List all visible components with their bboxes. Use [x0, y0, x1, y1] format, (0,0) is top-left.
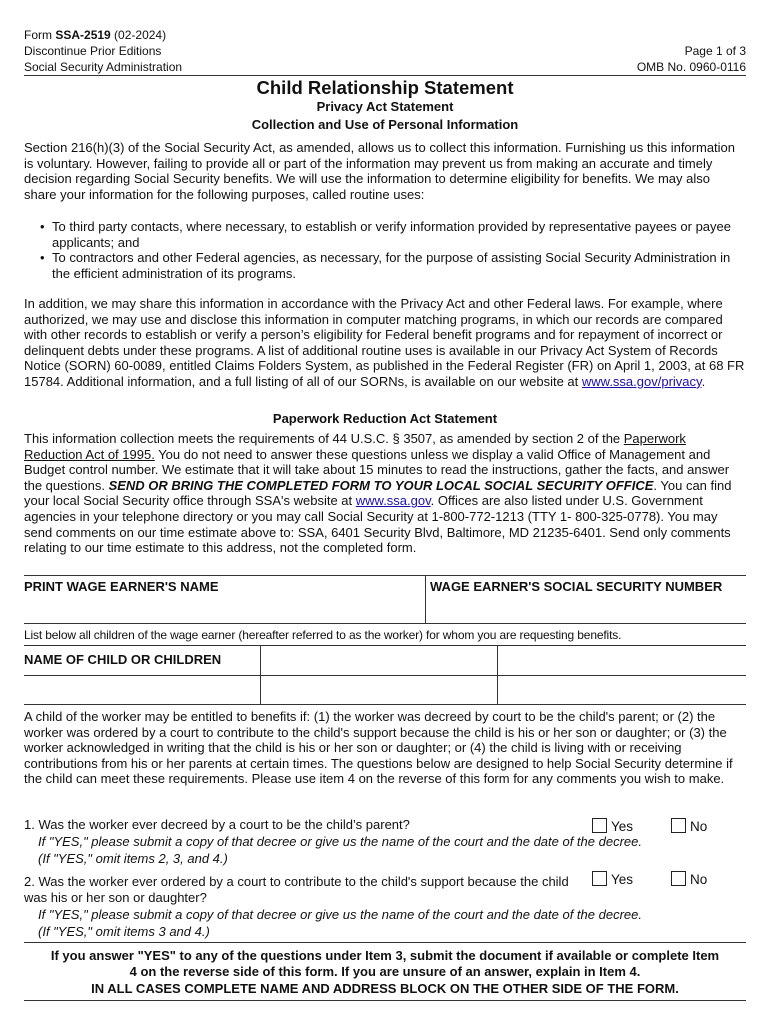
eligibility-paragraph: A child of the worker may be entitled to benefits if: (1) the worker was decreed by court to be the child's parent; or (2) the worker was ordered by a court to contribute to the child's support because the child is his or her son or daughter; or (3) the worker acknowledged in writing that the child is his or her son or daughter; or (4) the child is living with or receiving contributions from his or her parents at certain times. The questions below are designed to help Social Security determine if the child can meet these requirements. Please use item 4 on the reverse of this form for any comments you wish to make. [24, 709, 733, 787]
divider [24, 942, 746, 943]
privacy-paragraph-2: In addition, we may share this information in accordance with the Privacy Act and other Federal laws. For example, where authorized, we may use and disclose this information in computer matching programs, in which our records are compared with other records to establish or verify a person’s eligibility for Federal benefit programs and for repayment of incorrect or delinquent debts under these programs. A list of additional routine uses is available in our Privacy Act System of Records Notice (SORN) 60-0089, entitled Claims Folders System, as published in the Federal Register (FR) on April 1, 2003, at 68 FR 15784. Additional information, and a full listing of all of our SORNs, is available on our website at www.ssa.gov/privacy. [24, 296, 745, 389]
list-item: • To contractors and other Federal agencies, as necessary, for the purpose of assisting Social Security Administration in the efficient administration of its programs. [40, 250, 746, 281]
child-name-field[interactable] [262, 647, 495, 674]
footer-line-3: IN ALL CASES COMPLETE NAME AND ADDRESS BLOCK ON THE OTHER SIDE OF THE FORM. [91, 981, 679, 996]
wage-earner-ssn-field[interactable] [430, 596, 744, 622]
ssa-link[interactable]: www.ssa.gov [355, 493, 431, 509]
page-number: Page 1 of 3 [684, 44, 746, 58]
divider [24, 623, 746, 624]
divider [24, 675, 746, 676]
children-intro: List below all children of the wage earner (hereafter referred to as the worker) for whom you are requesting benefits. [24, 628, 622, 642]
footer-line-1: If you answer "YES" to any of the questions under Item 3, submit the document if available or complete Item [50, 948, 720, 963]
form-header-left [24, 27, 182, 75]
q1-yes-option[interactable]: Yes [592, 818, 633, 835]
omb-number: OMB No. 0960-0116 [636, 60, 746, 74]
agency-name: Social Security Administration [24, 60, 183, 74]
question-2: 2. Was the worker ever ordered by a court to contribute to the child's support because the child was his or her son or daughter? [24, 874, 569, 905]
footer-line-2: 4 on the reverse side of this form. If you are unsure of an answer, explain in Item 4. [129, 964, 641, 979]
q1-yes-checkbox[interactable] [592, 818, 607, 833]
privacy-subheading: Collection and Use of Personal Information [251, 117, 519, 132]
child-name-field[interactable] [24, 677, 259, 703]
privacy-heading: Privacy Act Statement [316, 99, 454, 114]
divider [24, 1000, 746, 1001]
divider [24, 575, 746, 576]
discontinue-note: Discontinue Prior Editions [24, 44, 162, 58]
children-label: NAME OF CHILD OR CHILDREN [24, 652, 222, 667]
divider [425, 575, 426, 623]
wage-earner-name-field[interactable] [24, 596, 424, 622]
q2-yes-checkbox[interactable] [592, 871, 607, 886]
pra-link[interactable]: Paperwork Reduction Act of 1995. [24, 431, 686, 462]
divider [24, 645, 746, 646]
child-name-field[interactable] [499, 647, 745, 674]
paperwork-paragraph: This information collection meets the requirements of 44 U.S.C. § 3507, as amended by section 2 of the Paperwork Reduction Act of 1995. You do not need to answer these questions unless we display a valid Office of Management and Budget control number. We estimate that it will take about 15 minutes to read the instructions, gather the facts, and answer the questions. SEND OR BRING THE COMPLETED FORM TO YOUR LOCAL SOCIAL SECURITY OFFICE. You can find your local Social Security office through SSA's website at www.ssa.gov. Offices are also listed under U.S. Government agencies in your telephone directory or you may call Social Security at 1-800-772-1213 (TTY 1- 800-325-0778). You may send comments on our time estimate above to: SSA, 6401 Security Blvd, Baltimore, MD 21235-6401. Send only comments relating to our time estimate to this address, not the completed form. [24, 431, 732, 556]
routine-uses-list [40, 219, 746, 281]
privacy-paragraph-1: Section 216(h)(3) of the Social Security Act, as amended, allows us to collect this information. Furnishing us this information is voluntary. However, failing to provide all or part of the information may prevent us from making an accurate and timely decision regarding Social Security benefits. We will use the information to determine eligibility for benefits. We may also share your information for the following purposes, called routine uses: [24, 140, 736, 202]
form-header-right [637, 43, 746, 75]
child-name-field[interactable] [499, 677, 745, 703]
q1-note: If "YES," please submit a copy of that decree or give us the name of the court and the date of the decree. [38, 834, 642, 849]
q2-note: If "YES," please submit a copy of that decree or give us the name of the court and the date of the decree. [38, 907, 642, 922]
q2-no-option[interactable]: No [671, 871, 707, 888]
child-name-field[interactable] [262, 677, 495, 703]
wage-earner-name-label: PRINT WAGE EARNER'S NAME [24, 579, 219, 594]
question-1: 1. Was the worker ever decreed by a court to be the child’s parent? [24, 817, 410, 832]
q1-no-option[interactable]: No [671, 818, 707, 835]
privacy-link[interactable]: www.ssa.gov/privacy [581, 373, 702, 389]
q1-no-checkbox[interactable] [671, 818, 686, 833]
list-item: • To third party contacts, where necessary, to establish or verify information provided by representative payees or payee applicants; and [40, 219, 746, 250]
header-rule [24, 75, 746, 76]
wage-earner-ssn-label: WAGE EARNER'S SOCIAL SECURITY NUMBER [430, 579, 723, 594]
send-form-instruction: SEND OR BRING THE COMPLETED FORM TO YOUR LOCAL SOCIAL SECURITY OFFICE [108, 477, 654, 493]
form-number: Form SSA-2519 (02-2024) [24, 28, 167, 42]
q2-yes-option[interactable]: Yes [592, 871, 633, 888]
paperwork-heading: Paperwork Reduction Act Statement [272, 411, 498, 426]
divider [24, 704, 746, 705]
q2-omit-note: (If "YES," omit items 3 and 4.) [38, 924, 210, 939]
page-title: Child Relationship Statement [256, 77, 514, 98]
q1-omit-note: (If "YES," omit items 2, 3, and 4.) [38, 851, 228, 866]
q2-no-checkbox[interactable] [671, 871, 686, 886]
